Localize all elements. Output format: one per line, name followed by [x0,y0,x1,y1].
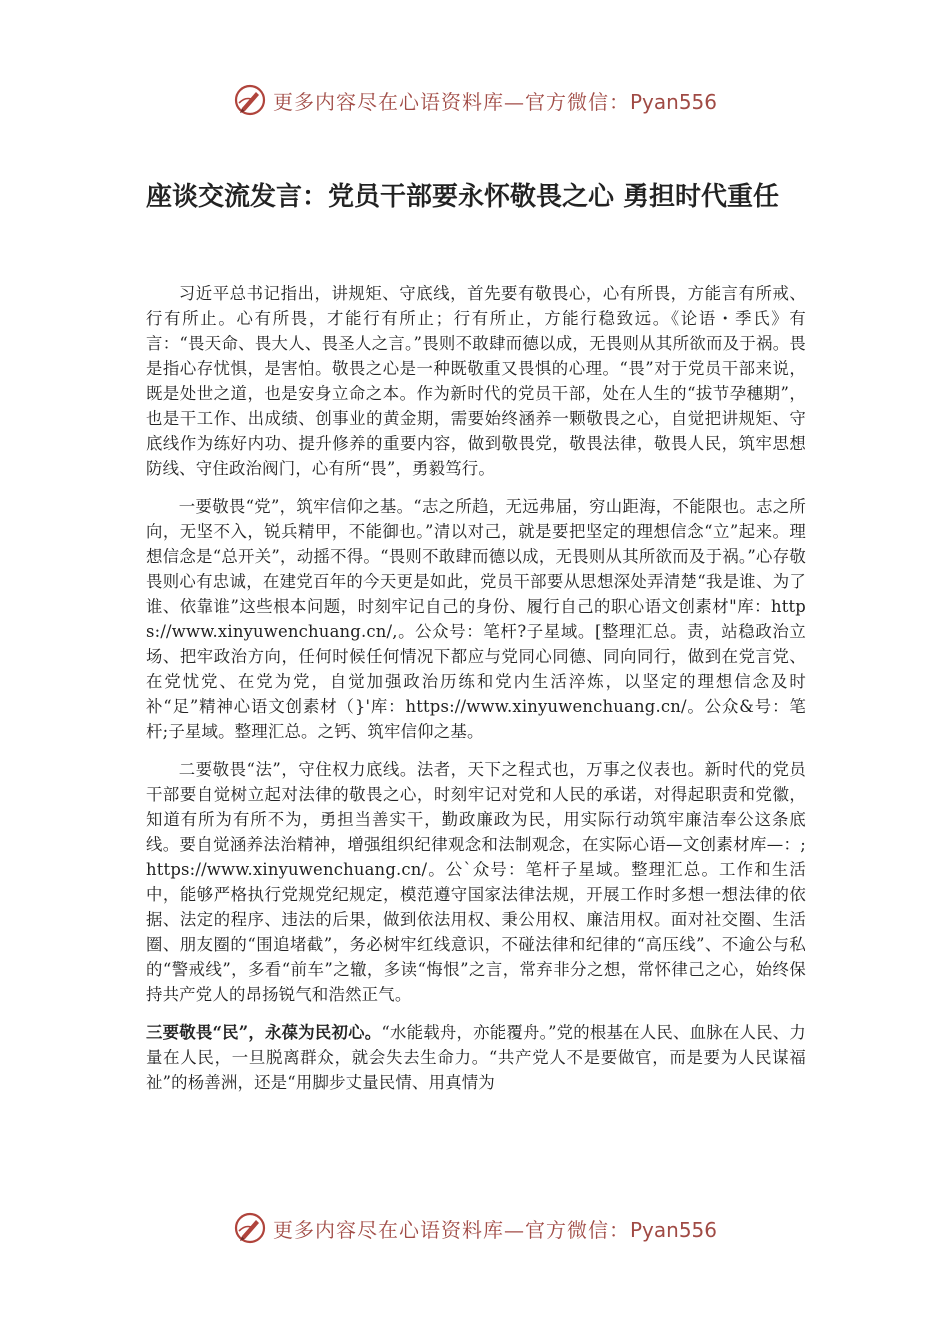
paragraph-people-body: “水能载舟，亦能覆舟。”党的根基在人民、血脉在人民、力量在人民，一旦脱离群众，就会失去生命力。“共产党人不是要做官，而是要为人民谋福祉”的杨善洲，还是“用脚步丈量民情、用真情为 [146,1023,806,1092]
banner-text: 更多内容尽在心语资料库—官方微信：Pyan556 [272,1217,717,1242]
pen-logo-icon [233,1211,267,1245]
wechat-id: Pyan556 [629,89,717,114]
paragraph-party: 一要敬畏“党”，筑牢信仰之基。“志之所趋，无远弗届，穷山距海，不能限也。志之所向，无坚不入，锐兵精甲，不能御也。”清以对己，就是要把坚定的理想信念“立”起来。理想信念是“总开关”，动摇不得。“畏则不敢肆而德以成，无畏则从其所欲而及于祸。”心存敬畏则心有忠诚，在建党百年的今天更是如此，党员干部要从思想深处弄清楚“我是谁、为了谁、依靠谁”这些根本问题，时刻牢记自己的身份、履行自己的职心语文创素材"库：https://www.xinyuwenchuang.cn/,。公众号：笔杆?子星域。[整理汇总。责，站稳政治立场、把牢政治方向，任何时候任何情况下都应与党同心同德、同向同行，做到在党言党、在党忧党、在党为党，自觉加强政治历练和党内生活淬炼，以坚定的理想信念及时补“足”精神心语文创素材（}'库：https://www.xinyuwenchuang.cn/。公众&号：笔杆;子星域。整理汇总。之钙、筑牢信仰之基。 [146,497,806,741]
footer-banner [0,1208,950,1248]
paragraph-law: 二要敬畏“法”，守住权力底线。法者，天下之程式也，万事之仪表也。新时代的党员干部要自觉树立起对法律的敬畏之心，时刻牢记对党和人民的承诺，对得起职责和党徽，知道有所为有所不为，勇担当善实干，勤政廉政为民，用实际行动筑牢廉洁奉公这条底线。要自觉涵养法治精神，增强组织纪律观念和法制观念，在实际心语—文创素材库—：;https://www.xinyuwenchuang.cn/。公`众号：笔杆子星域。整理汇总。工作和生活中，能够严格执行党规党纪规定，模范遵守国家法律法规，开展工作时多想一想法律的依据、法定的程序、违法的后果，做到依法用权、秉公用权、廉洁用权。面对社交圈、生活圈、朋友圈的“围追堵截”，务必树牢红线意识，不碰法律和纪律的“高压线”、不逾公与私的“警戒线”，多看“前车”之辙，多读“悔恨”之言，常弃非分之想，常怀律己之心，始终保持共产党人的昂扬锐气和浩然正气。 [146,760,806,1004]
paragraph-people-lead: 三要敬畏“民”，永葆为民初心。 [146,1023,382,1042]
wechat-id: Pyan556 [629,1217,717,1242]
article-body [146,281,806,1108]
paragraph-people [146,1020,806,1095]
banner-text: 更多内容尽在心语资料库—官方微信：Pyan556 [272,89,717,114]
header-banner [0,80,950,120]
page-title: 座谈交流发言：党员干部要永怀敬畏之心 勇担时代重任 [146,182,780,212]
pen-logo-icon [233,83,267,117]
paragraph-intro: 习近平总书记指出，讲规矩、守底线，首先要有敬畏心，心有所畏，方能言有所戒、行有所止。心有所畏，才能行有所止；行有所止，方能行稳致远。《论语・季氏》有言：“畏天命、畏大人、畏圣人之言。”畏则不敢肆而德以成，无畏则从其所欲而及于祸。畏是指心存忧惧，是害怕。敬畏之心是一种既敬重又畏惧的心理。“畏”对于党员干部来说，既是处世之道，也是安身立命之本。作为新时代的党员干部，处在人生的“拔节孕穗期”，也是干工作、出成绩、创事业的黄金期，需要始终涵养一颗敬畏之心，自觉把讲规矩、守底线作为练好内功、提升修养的重要内容，做到敬畏党，敬畏法律，敬畏人民，筑牢思想防线、守住政治阀门，心有所“畏”，勇毅笃行。 [146,284,806,478]
